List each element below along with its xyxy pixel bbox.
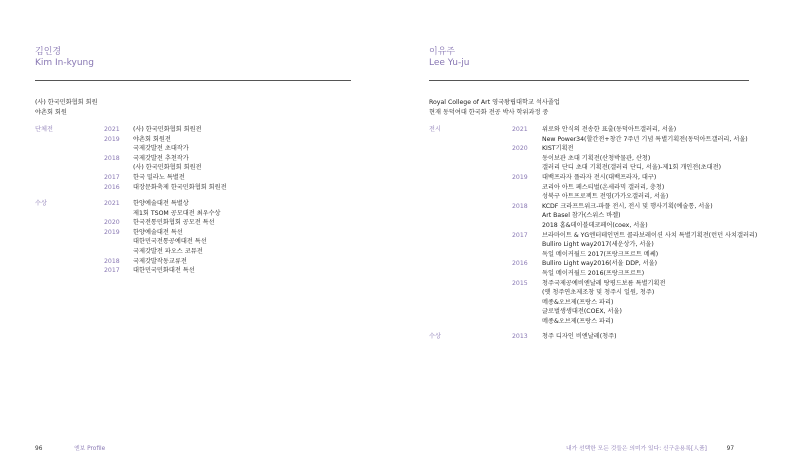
artist-name-korean: 이유주 <box>429 47 456 57</box>
entry-text: 독일 메이커월드 2016(프랑크프르트) <box>542 269 645 277</box>
intro-line: 야촌회 회원 <box>35 108 67 116</box>
entry-text: 위로와 안식의 전송한 표출(동덕아트갤러리, 서울) <box>542 126 677 133</box>
year: 2021 <box>104 200 120 207</box>
intro-line: Royal College of Art 영국왕립대학교 석사졸업 <box>429 99 560 106</box>
entry-text: 성북구 아트프로젝트 전영(가가오갤러리, 서울) <box>542 193 669 201</box>
entry-text: (옛 청주연초제조창 및 청주시 일원, 청주) <box>542 289 655 297</box>
entry-text: 청주 디자인 비엔날레(청주) <box>542 333 617 340</box>
year: 2019 <box>104 135 120 143</box>
entry-text: 메종&오브제(프랑스 파리) <box>542 298 614 306</box>
entry-text: 야촌회 회원전 <box>133 135 171 143</box>
entry-text: 국제갓발전 추천작가 <box>133 154 189 162</box>
year: 2016 <box>104 183 120 191</box>
intro-line: (사) 한국민화협회 회원 <box>35 99 98 106</box>
year: 2019 <box>512 173 528 181</box>
year: 2018 <box>104 257 120 265</box>
section-label: 전시 <box>429 126 441 133</box>
intro-line: 현재 동덕여대 한국화 전공 박사 학위과정 중 <box>429 108 549 116</box>
left-page <box>0 0 393 475</box>
entry-text: 코리아 아트 페스티벌(온세라믹 갤러리, 충청) <box>542 183 665 191</box>
page-footer <box>35 443 105 452</box>
artist-name-korean: 김인경 <box>35 47 62 57</box>
entry-text: New Power34(할간전+창간 7주년 기념 특별기획전(동덕아트갤러리, 서울) <box>542 135 748 143</box>
section-label: 수상 <box>35 200 47 207</box>
artist-name-english: Kim In-kyung <box>35 58 94 68</box>
right-page <box>394 0 787 475</box>
year: 2016 <box>512 260 528 268</box>
page-footer <box>566 443 734 452</box>
entry-text: Bulliro Light way2017(세운상가, 서울) <box>542 241 654 249</box>
entry-text: (사) 한국민화협회 회원전 <box>133 126 202 133</box>
entry-text: 청주국제공예비엔날레 탕평드보름 특별기획전 <box>542 279 666 287</box>
entry-text: 갤러리 단디 초대 기획전(갤러리 단디, 서울)-제1회 개인전(초대전) <box>542 164 722 172</box>
entry-text: 국제갓발전 파오스 코뮤전 <box>133 247 203 255</box>
section-label: 단체전 <box>35 126 53 133</box>
entry-text: 대장문화축제 한국민화협회 회원전 <box>133 183 227 191</box>
entry-text: 브라마이트 & YG엔터테인먼트 콜라보레이션 사치 특별기획전(런던 사치갤러리) <box>542 231 758 239</box>
year: 2017 <box>104 267 120 275</box>
entry-text: 대백프라자 플라자 전시(대백프라자, 대구) <box>542 173 657 181</box>
year: 2021 <box>104 126 120 133</box>
entry-text: 한국 밀라노 특별전 <box>133 173 185 181</box>
year: 2020 <box>104 219 120 227</box>
artist-intro <box>35 98 98 117</box>
entry-text: 2018 홈&데이블데코페어(coex, 서울) <box>542 221 648 229</box>
entry-text: KIST기획전 <box>542 145 574 153</box>
page-number: 96 <box>35 446 43 452</box>
entry-text: Art Basel 참가(스위스 바젤) <box>542 212 621 220</box>
year: 2021 <box>512 126 528 133</box>
entry-text: 한양예술대전 특선 <box>133 228 183 236</box>
entry-text: 국제갓발전 초대작가 <box>133 145 189 153</box>
divider-line <box>35 80 351 81</box>
entry-text: 대한민국전통공예대전 특선 <box>133 238 207 246</box>
entry-text: 한양예술대전 특별상 <box>133 200 189 207</box>
footer-label: 내가 선택한 모든 것들은 의미가 있다: 신구운용록[人품] <box>566 446 707 452</box>
footer-label: 엔보 Profile <box>74 446 106 452</box>
entry-text: 한국전통민화협회 공모전 특선 <box>133 219 215 227</box>
year: 2019 <box>104 228 120 236</box>
year: 2017 <box>512 231 528 239</box>
entry-text: 제1회 TSOM 공모대전 최우수상 <box>133 209 221 217</box>
year: 2015 <box>512 279 528 287</box>
artist-intro <box>429 98 560 117</box>
entry-text: KCDF 크라프트위크-파플 전시, 전시 및 행사기획(예술통, 서울) <box>542 202 713 210</box>
page-number: 97 <box>726 446 735 452</box>
year: 2013 <box>512 333 528 340</box>
entry-text: (사) 한국민화협회 회원전 <box>133 164 202 172</box>
year: 2018 <box>104 154 120 162</box>
section-label: 수상 <box>429 333 441 340</box>
year: 2018 <box>512 202 528 210</box>
entry-text: 독일 메이커월드 2017(프랑크프르트 메쎄) <box>542 250 659 258</box>
artist-name-english: Lee Yu-ju <box>429 58 470 68</box>
entry-text: Bulliro Light way2016(서울 DDP, 서울) <box>542 260 658 268</box>
entry-text: 글로벌생생대전(COEX, 서울) <box>542 308 622 316</box>
entry-text: 메종&오브제(프랑스 파리) <box>542 317 614 325</box>
entry-text: 대한민국민화대전 특선 <box>133 267 195 275</box>
year: 2017 <box>104 173 120 181</box>
divider-line <box>429 80 749 81</box>
year: 2020 <box>512 145 528 153</box>
entry-text: 동이보관 초대 기획전(산청박물관, 산청) <box>542 154 651 162</box>
entry-text: 국제갓발작동교류전 <box>133 257 187 265</box>
